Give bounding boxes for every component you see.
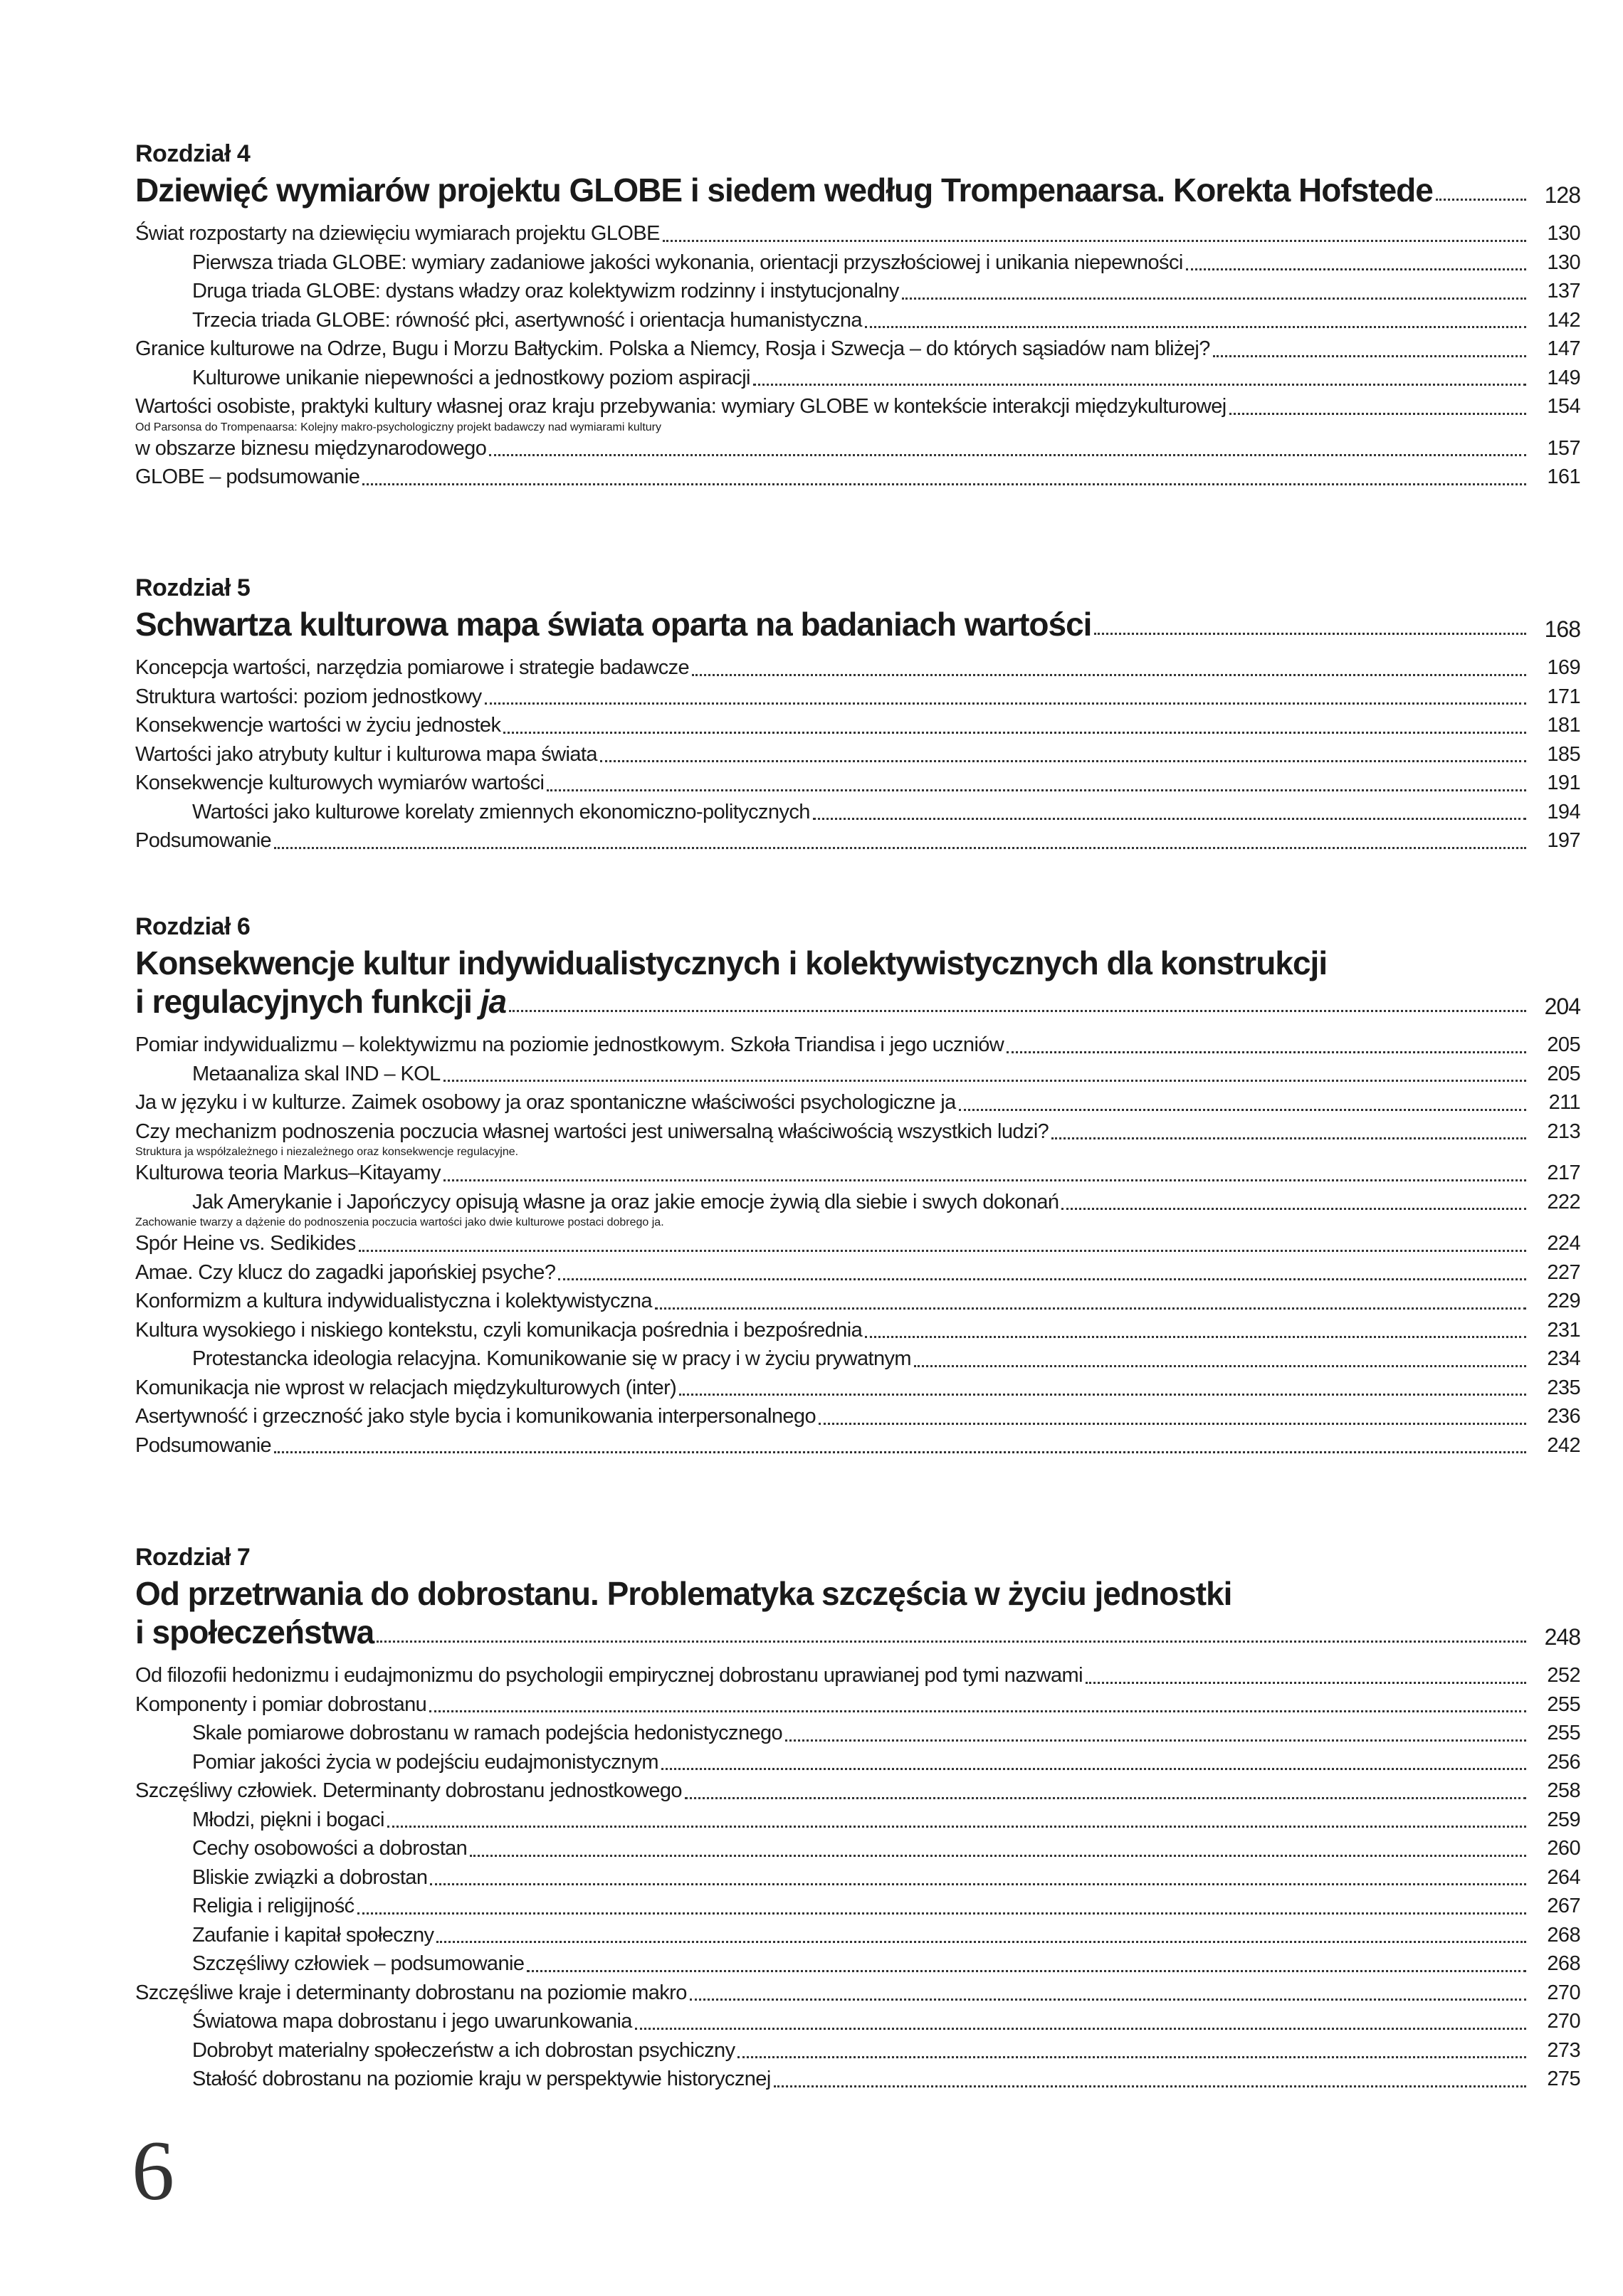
page-number: 194 bbox=[1547, 800, 1580, 823]
toc-subentry: Religia i religijność 267 bbox=[135, 1892, 1580, 1921]
toc-entry: GLOBE – podsumowanie 161 bbox=[135, 463, 1580, 492]
page-number: 255 bbox=[1547, 1722, 1580, 1744]
toc-subentry: Metaanaliza skal IND – KOL 205 bbox=[135, 1060, 1580, 1089]
toc-subentry: Skale pomiarowe dobrostanu w ramach podejścia hedonistycznego 255 bbox=[135, 1719, 1580, 1748]
page-number: 161 bbox=[1547, 465, 1580, 488]
entry-list bbox=[135, 653, 1580, 855]
chapter-title: i regulacyjnych funkcji ja 204 bbox=[135, 983, 1580, 1020]
toc-entry: Ja w języku i w kulturze. Zaimek osobowy ja oraz spontaniczne właściwości psychologiczne ja 211 bbox=[135, 1088, 1580, 1117]
leader-dots bbox=[470, 1855, 1526, 1857]
page-number: 168 bbox=[1544, 616, 1580, 642]
page-number: 235 bbox=[1547, 1376, 1580, 1399]
toc-entry-line1: Od Parsonsa do Trompenaarsa: Kolejny makro-psychologiczny projekt badawczy nad wymiarami kultury bbox=[135, 421, 661, 433]
leader-dots bbox=[377, 1641, 1526, 1643]
toc-entry: Od filozofii hedonizmu i eudajmonizmu do psychologii empirycznej dobrostanu uprawianej pod tymi nazwami 252 bbox=[135, 1661, 1580, 1690]
page-number: 128 bbox=[1544, 182, 1580, 208]
entry-list bbox=[135, 1661, 1580, 2094]
toc-subentry: Zaufanie i kapitał społeczny 268 bbox=[135, 1921, 1580, 1950]
page-number: 236 bbox=[1547, 1405, 1580, 1428]
page-number: 268 bbox=[1547, 1952, 1580, 1975]
toc-subentry: Trzecia triada GLOBE: równość płci, asertywność i orientacja humanistyczna 142 bbox=[135, 306, 1580, 335]
leader-dots bbox=[785, 1739, 1526, 1742]
chapter-label: Rozdział 7 bbox=[135, 1544, 251, 1571]
leader-dots bbox=[1061, 1208, 1526, 1210]
toc-entry: Świat rozpostarty na dziewięciu wymiarach projektu GLOBE 130 bbox=[135, 219, 1580, 248]
leader-dots bbox=[429, 1710, 1526, 1712]
chapter-title: Dziewięć wymiarów projektu GLOBE i siedem według Trompenaarsa. Korekta Hofstede 128 bbox=[135, 172, 1580, 209]
leader-dots bbox=[865, 1336, 1526, 1338]
toc-entry: Koncepcja wartości, narzędzia pomiarowe i strategie badawcze 169 bbox=[135, 653, 1580, 683]
toc-subentry: Światowa mapa dobrostanu i jego uwarunkowania 270 bbox=[135, 2007, 1580, 2036]
toc-entry: Wartości osobiste, praktyki kultury własnej oraz kraju przebywania: wymiary GLOBE w kontekście interakcji międzykulturowej 154 bbox=[135, 392, 1580, 421]
toc-entry: Pomiar indywidualizmu – kolektywizmu na poziomie jednostkowym. Szkoła Triandisa i jego uczniów 205 bbox=[135, 1031, 1580, 1060]
toc-subentry: Pierwsza triada GLOBE: wymiary zadaniowe jakości wykonania, orientacji przyszłościowej i unikania niepewności 130 bbox=[135, 248, 1580, 278]
toc-subentry: Młodzi, piękni i bogaci 259 bbox=[135, 1806, 1580, 1835]
toc-entry: Spór Heine vs. Sedikides 224 bbox=[135, 1229, 1580, 1258]
leader-dots bbox=[865, 326, 1526, 328]
page-number: 234 bbox=[1547, 1347, 1580, 1370]
page-number: 197 bbox=[1547, 829, 1580, 852]
leader-dots bbox=[485, 702, 1526, 705]
toc-subentry: Pomiar jakości życia w podejściu eudajmonistycznym 256 bbox=[135, 1748, 1580, 1777]
chapter-title: Schwartza kulturowa mapa świata oparta na badaniach wartości 168 bbox=[135, 606, 1580, 643]
leader-dots bbox=[1436, 199, 1526, 201]
toc-subentry: Bliskie związki a dobrostan 264 bbox=[135, 1863, 1580, 1892]
leader-dots bbox=[436, 1941, 1526, 1943]
toc-subentry: Kulturowe unikanie niepewności a jednostkowy poziom aspiracji 149 bbox=[135, 364, 1580, 393]
leader-dots bbox=[362, 483, 1526, 485]
leader-dots bbox=[902, 297, 1526, 300]
toc-entry: Konformizm a kultura indywidualistyczna i kolektywistyczna 229 bbox=[135, 1287, 1580, 1316]
toc-entry: Czy mechanizm podnoszenia poczucia własnej wartości jest uniwersalną właściwością wszystkich ludzi? 213 bbox=[135, 1117, 1580, 1147]
toc-entry: Kultura wysokiego i niskiego kontekstu, czyli komunikacja pośrednia i bezpośrednia 231 bbox=[135, 1316, 1580, 1345]
leader-dots bbox=[813, 818, 1526, 820]
toc-entry-line1: Zachowanie twarzy a dążenie do podnoszenia poczucia wartości jako dwie kulturowe postaci dobrego ja. bbox=[135, 1216, 664, 1228]
page-number: 204 bbox=[1544, 994, 1580, 1019]
chapter-label: Rozdział 4 bbox=[135, 140, 251, 167]
leader-dots bbox=[558, 1278, 1526, 1280]
page-number: 270 bbox=[1547, 2010, 1580, 2033]
toc-entry: Szczęśliwe kraje i determinanty dobrostanu na poziomie makro 270 bbox=[135, 1979, 1580, 2008]
leader-dots bbox=[737, 2056, 1526, 2058]
leader-dots bbox=[527, 1970, 1526, 1972]
chapter-7 bbox=[135, 1543, 1580, 2094]
toc-entry: Szczęśliwy człowiek. Determinanty dobrostanu jednostkowego 258 bbox=[135, 1776, 1580, 1806]
page-number: 227 bbox=[1547, 1260, 1580, 1284]
page-number: 268 bbox=[1547, 1923, 1580, 1947]
toc-subentry: Cechy osobowości a dobrostan 260 bbox=[135, 1834, 1580, 1863]
toc-entry: Podsumowanie 242 bbox=[135, 1431, 1580, 1460]
page-number: 171 bbox=[1547, 685, 1580, 708]
leader-dots bbox=[357, 1912, 1526, 1915]
toc-entry: Konsekwencje wartości w życiu jednostek 181 bbox=[135, 711, 1580, 740]
page-number: 264 bbox=[1547, 1865, 1580, 1889]
leader-dots bbox=[679, 1394, 1526, 1396]
page-number: 255 bbox=[1547, 1692, 1580, 1716]
leader-dots bbox=[1086, 1682, 1526, 1684]
leader-dots bbox=[509, 1010, 1526, 1012]
leader-dots bbox=[503, 732, 1526, 734]
chapter-4 bbox=[135, 139, 1580, 492]
page-number: 157 bbox=[1547, 436, 1580, 460]
toc-entry: Granice kulturowe na Odrze, Bugu i Morzu Bałtyckim. Polska a Niemcy, Rosja i Szwecja – do których sąsiadów nam bliżej? 147 bbox=[135, 335, 1580, 364]
leader-dots bbox=[1186, 268, 1526, 270]
page-number: 260 bbox=[1547, 1837, 1580, 1860]
toc-entry: Komunikacja nie wprost w relacjach międzykulturowych (inter) 235 bbox=[135, 1374, 1580, 1403]
leader-dots bbox=[753, 384, 1526, 386]
toc-entry-line1: Struktura ja współzależnego i niezależnego oraz konsekwencje regulacyjne. bbox=[135, 1146, 519, 1158]
leader-dots bbox=[274, 1451, 1526, 1453]
toc-entry: Konsekwencje kulturowych wymiarów wartości 191 bbox=[135, 769, 1580, 798]
toc-entry: Podsumowanie 197 bbox=[135, 826, 1580, 855]
page-number: 248 bbox=[1544, 1624, 1580, 1650]
page-number: 185 bbox=[1547, 742, 1580, 766]
page-number: 205 bbox=[1547, 1062, 1580, 1085]
chapter-title: i społeczeństwa 248 bbox=[135, 1613, 1580, 1650]
page-number: 270 bbox=[1547, 1981, 1580, 2004]
toc-entry: Kulturowa teoria Markus–Kitayamy 217 bbox=[135, 1159, 1580, 1188]
page-number: 137 bbox=[1547, 280, 1580, 302]
leader-dots bbox=[685, 1797, 1526, 1799]
page-number: 181 bbox=[1547, 714, 1580, 737]
page-number: 222 bbox=[1547, 1190, 1580, 1213]
page-number: 130 bbox=[1547, 251, 1580, 274]
chapter-title-line1: Od przetrwania do dobrostanu. Problematyka szczęścia w życiu jednostki bbox=[135, 1575, 1232, 1612]
leader-dots bbox=[430, 1883, 1526, 1885]
page-number: 231 bbox=[1547, 1318, 1580, 1342]
toc-entry: w obszarze biznesu międzynarodowego 157 bbox=[135, 434, 1580, 463]
leader-dots bbox=[655, 1307, 1526, 1310]
page-number: 169 bbox=[1547, 656, 1580, 679]
chapter-label: Rozdział 5 bbox=[135, 574, 251, 601]
page-number: 142 bbox=[1547, 308, 1580, 332]
entry-list bbox=[135, 1031, 1580, 1460]
leader-dots bbox=[359, 1250, 1526, 1252]
toc-subentry: Stałość dobrostanu na poziomie kraju w perspektywie historycznej 275 bbox=[135, 2065, 1580, 2094]
page-number: 205 bbox=[1547, 1033, 1580, 1056]
leader-dots bbox=[774, 2085, 1526, 2087]
toc-subentry: Dobrobyt materialny społeczeństw a ich dobrostan psychiczny 273 bbox=[135, 2036, 1580, 2065]
page-number: 154 bbox=[1547, 395, 1580, 418]
toc-entry: Struktura wartości: poziom jednostkowy 171 bbox=[135, 683, 1580, 712]
toc-entry: Asertywność i grzeczność jako style bycia i komunikowania interpersonalnego 236 bbox=[135, 1402, 1580, 1431]
entry-list bbox=[135, 219, 1580, 492]
toc-subentry: Wartości jako kulturowe korelaty zmiennych ekonomiczno-politycznych 194 bbox=[135, 798, 1580, 827]
leader-dots bbox=[443, 1179, 1526, 1181]
leader-dots bbox=[959, 1109, 1526, 1111]
page-number: 213 bbox=[1547, 1120, 1580, 1143]
leader-dots bbox=[663, 240, 1526, 242]
page-number: 224 bbox=[1547, 1232, 1580, 1255]
chapter-label: Rozdział 6 bbox=[135, 913, 251, 940]
leader-dots bbox=[1007, 1051, 1526, 1053]
page-number: 130 bbox=[1547, 222, 1580, 245]
toc-subentry: Jak Amerykanie i Japończycy opisują własne ja oraz jakie emocje żywią dla siebie i swych dokonań 222 bbox=[135, 1188, 1580, 1217]
chapter-5 bbox=[135, 574, 1580, 855]
page-number: 147 bbox=[1547, 337, 1580, 360]
page-number: 149 bbox=[1547, 366, 1580, 389]
page-folio-number: 6 bbox=[132, 2123, 174, 2218]
page-number: 242 bbox=[1547, 1433, 1580, 1457]
page-number: 229 bbox=[1547, 1290, 1580, 1312]
page-number: 258 bbox=[1547, 1779, 1580, 1802]
leader-dots bbox=[1213, 355, 1526, 357]
page-number: 267 bbox=[1547, 1895, 1580, 1917]
toc-entry: Wartości jako atrybuty kultur i kulturowa mapa świata 185 bbox=[135, 740, 1580, 769]
page-number: 211 bbox=[1548, 1091, 1580, 1114]
leader-dots bbox=[819, 1423, 1526, 1425]
page-number: 217 bbox=[1547, 1162, 1580, 1184]
page-number: 191 bbox=[1547, 772, 1580, 794]
leader-dots bbox=[274, 847, 1526, 849]
leader-dots bbox=[547, 789, 1526, 791]
leader-dots bbox=[387, 1826, 1526, 1828]
toc-entry: Amae. Czy klucz do zagadki japońskiej psyche? 227 bbox=[135, 1258, 1580, 1287]
page-number: 256 bbox=[1547, 1750, 1580, 1774]
page-number: 273 bbox=[1547, 2038, 1580, 2062]
leader-dots bbox=[690, 1999, 1526, 2001]
chapter-6 bbox=[135, 912, 1580, 1460]
leader-dots bbox=[914, 1365, 1526, 1367]
leader-dots bbox=[692, 674, 1526, 676]
toc-subentry: Druga triada GLOBE: dystans władzy oraz kolektywizm rodzinny i instytucjonalny 137 bbox=[135, 277, 1580, 306]
page-number: 259 bbox=[1547, 1808, 1580, 1831]
leader-dots bbox=[661, 1768, 1526, 1770]
chapter-title-line1: Konsekwencje kultur indywidualistycznych i kolektywistycznych dla konstrukcji bbox=[135, 944, 1328, 981]
leader-dots bbox=[489, 454, 1526, 456]
page-number: 252 bbox=[1547, 1664, 1580, 1687]
leader-dots bbox=[443, 1080, 1526, 1082]
toc-subentry: Szczęśliwy człowiek – podsumowanie 268 bbox=[135, 1949, 1580, 1979]
page-number: 275 bbox=[1547, 2068, 1580, 2090]
leader-dots bbox=[600, 760, 1526, 762]
toc-subentry: Protestancka ideologia relacyjna. Komunikowanie się w pracy i w życiu prywatnym 234 bbox=[135, 1344, 1580, 1374]
leader-dots bbox=[1229, 413, 1526, 415]
leader-dots bbox=[1094, 633, 1526, 635]
leader-dots bbox=[635, 2028, 1526, 2030]
leader-dots bbox=[1051, 1137, 1526, 1139]
toc-entry: Komponenty i pomiar dobrostanu 255 bbox=[135, 1690, 1580, 1720]
